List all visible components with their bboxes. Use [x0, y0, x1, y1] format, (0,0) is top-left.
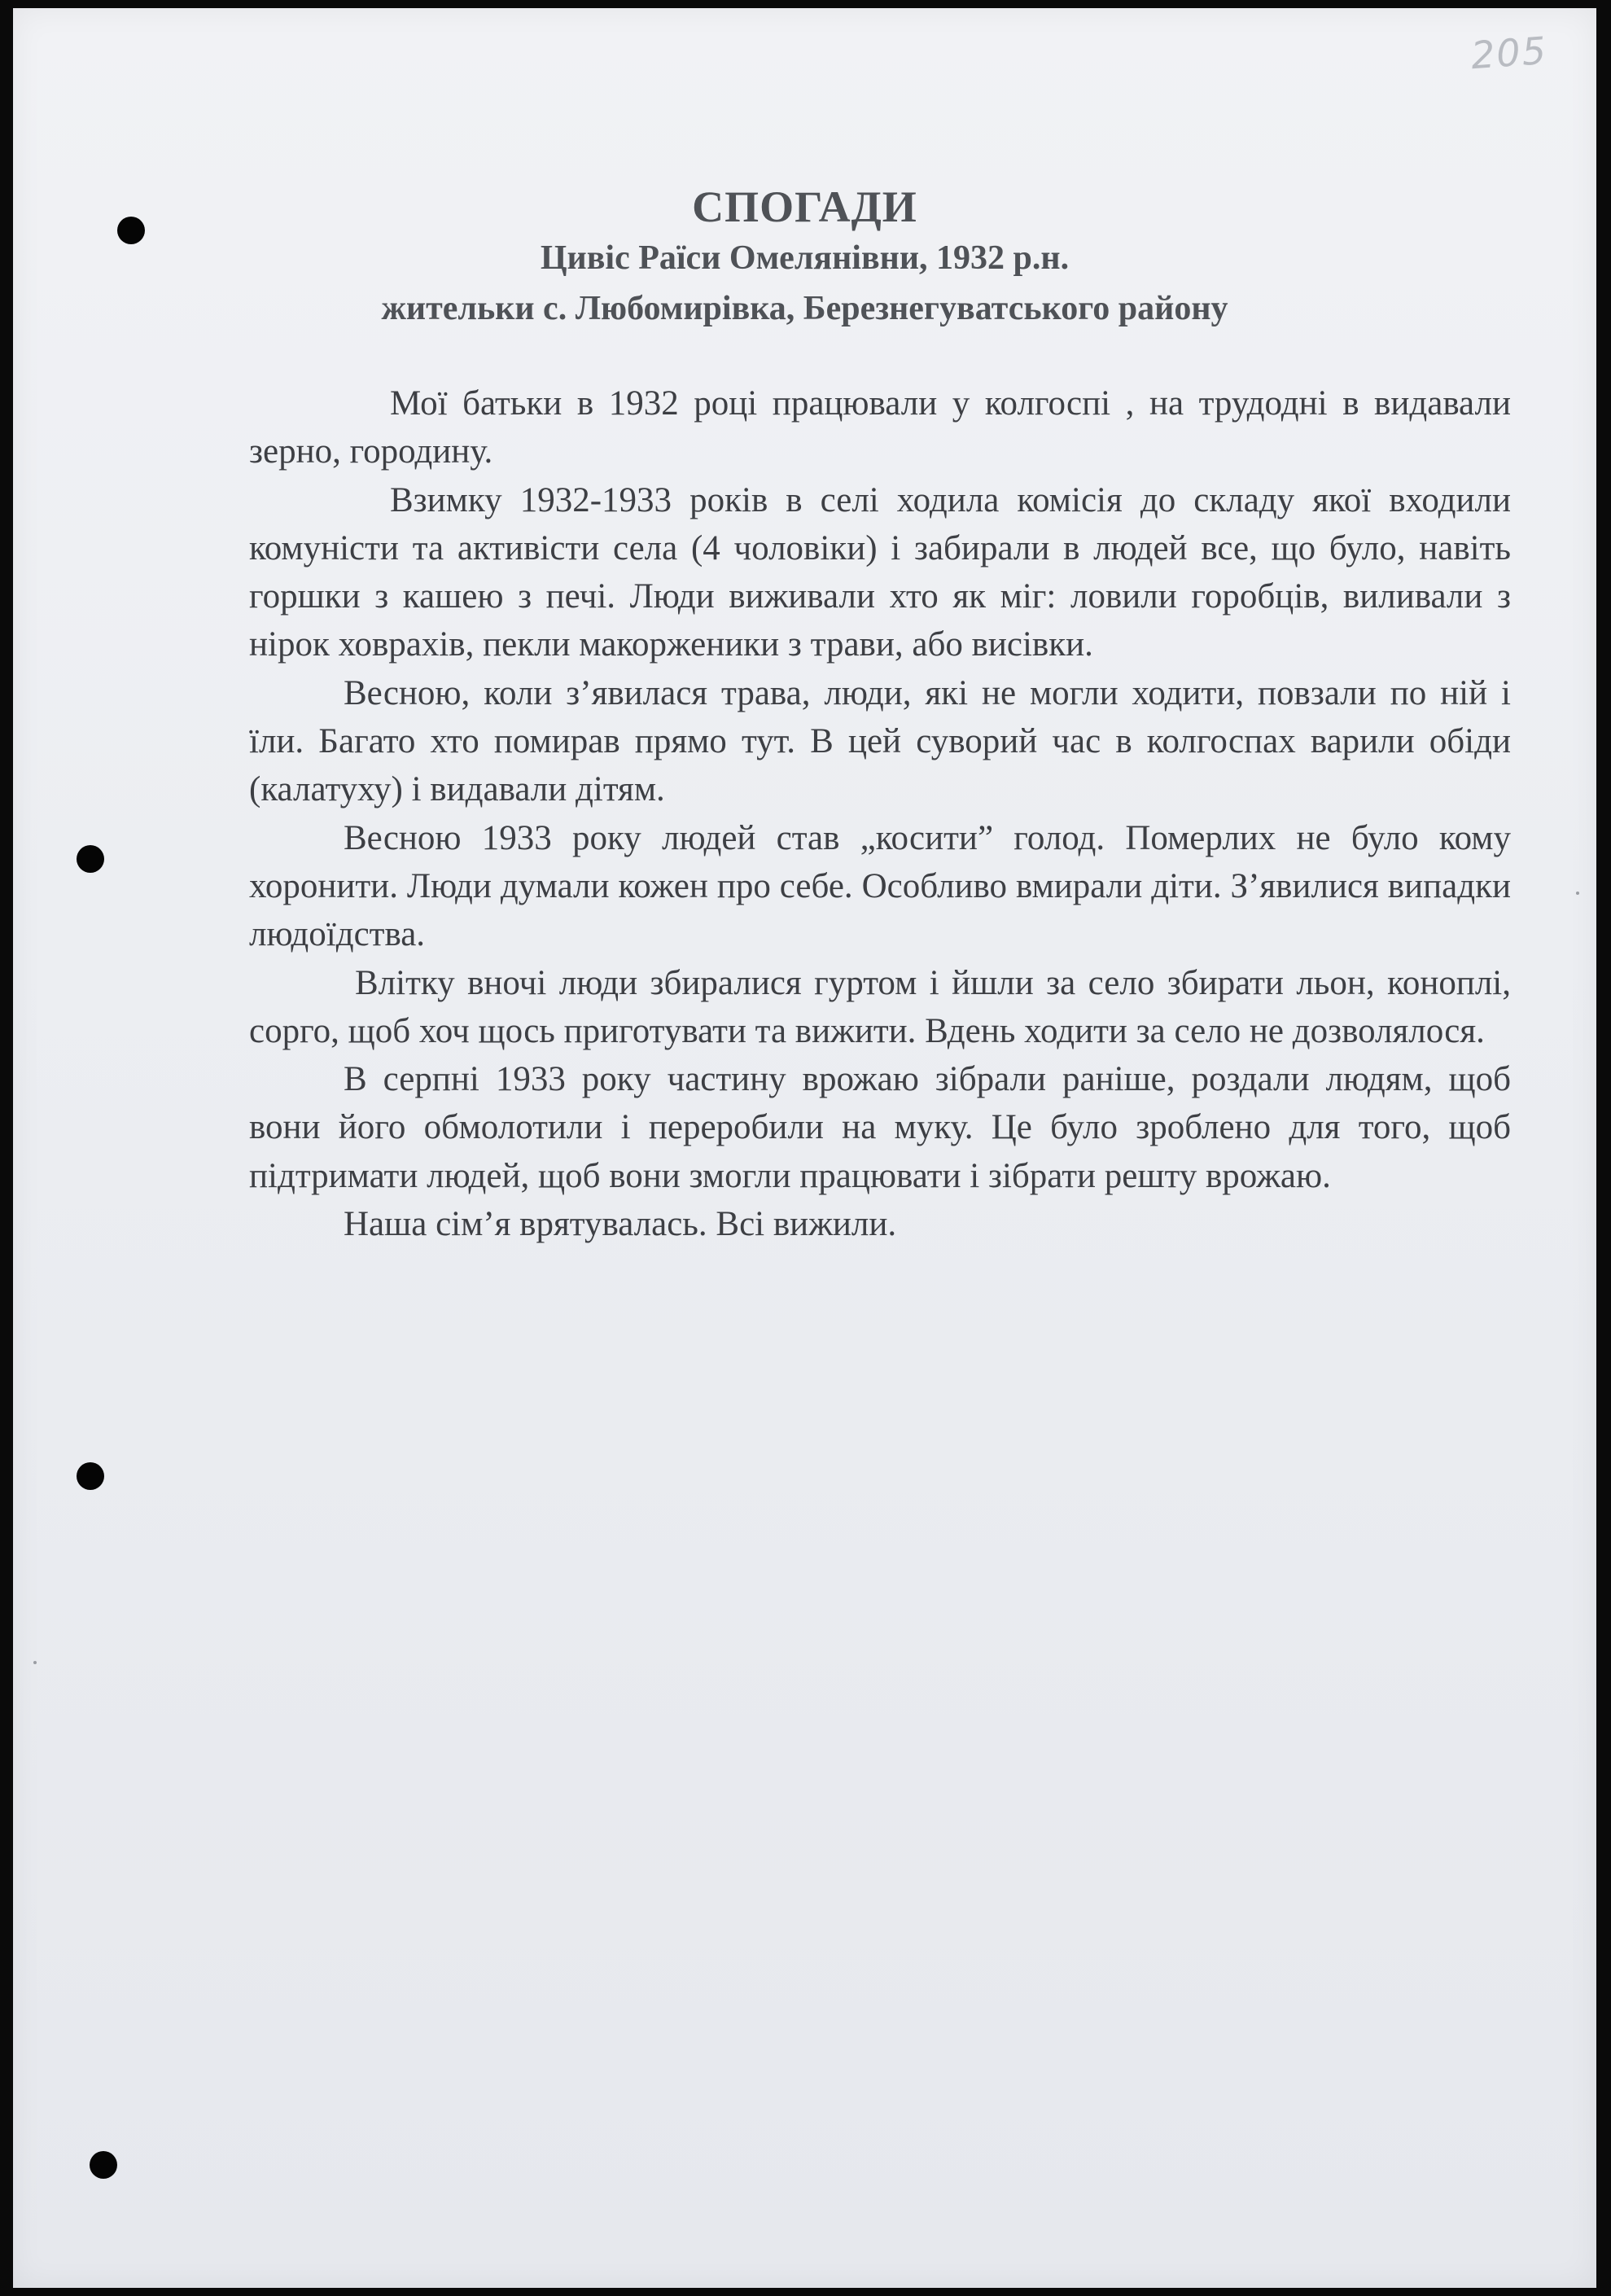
document-title: СПОГАДИ: [692, 182, 917, 231]
paper-sheet: [13, 8, 1596, 2288]
paragraph: Весною, коли з’явилася трава, люди, які не могли ходити, повзали по ній і їли. Багато хто помирав прямо тут. В цей суворий час в колгоспах варили обіди (калатуху) і видавали дітям.: [249, 673, 1511, 809]
document-body: [249, 379, 1511, 1248]
punch-hole-1: [117, 217, 145, 244]
document-subtitle-name: Цивіс Раїси Омелянівни, 1932 р.н.: [540, 239, 1070, 277]
paragraph: Мої батьки в 1932 році працювали у колгоспі , на трудодні в видавали зерно, городину.: [249, 384, 1511, 471]
paragraph: Взимку 1932-1933 років в селі ходила комісія до складу якої входили комуністи та активісти села (4 чоловіки) і забирали в людей все, що було, навіть горшки з кашею з печі. Люди виживали хто як міг: ловили горобців, виливали з нірок ховрахів, пекли макорженики з трави, або висівки.: [249, 480, 1511, 664]
paper-speck: [33, 1661, 37, 1664]
paper-speck: [1576, 892, 1579, 895]
document-header: [13, 181, 1596, 334]
document-subtitle-location: жительки с. Любомирівка, Березнегуватського району: [381, 290, 1228, 327]
punch-hole-2: [77, 845, 104, 873]
paragraph: В серпні 1933 року частину врожаю зібрали раніше, роздали людям, щоб вони його обмолотили і переробили на муку. Це було зроблено для того, щоб підтримати людей, щоб вони змогли працювати і зібрати решту врожаю.: [249, 1060, 1511, 1195]
handwritten-page-number: 205: [1469, 28, 1549, 78]
paragraph: Наша сім’я врятувалась. Всі вижили.: [344, 1205, 897, 1244]
punch-hole-4: [90, 2151, 117, 2179]
punch-hole-3: [77, 1462, 104, 1490]
paragraph: Влітку вночі люди збиралися гуртом і йшли за село збирати льон, коноплі, сорго, щоб хоч щось приготувати та вижити. Вдень ходити за село не дозволялося.: [249, 963, 1511, 1050]
paragraph: Весною 1933 року людей став „косити” голод. Померлих не було кому хоронити. Люди думали кожен про себе. Особливо вмирали діти. З’явилися випадки людоїдства.: [249, 818, 1511, 954]
